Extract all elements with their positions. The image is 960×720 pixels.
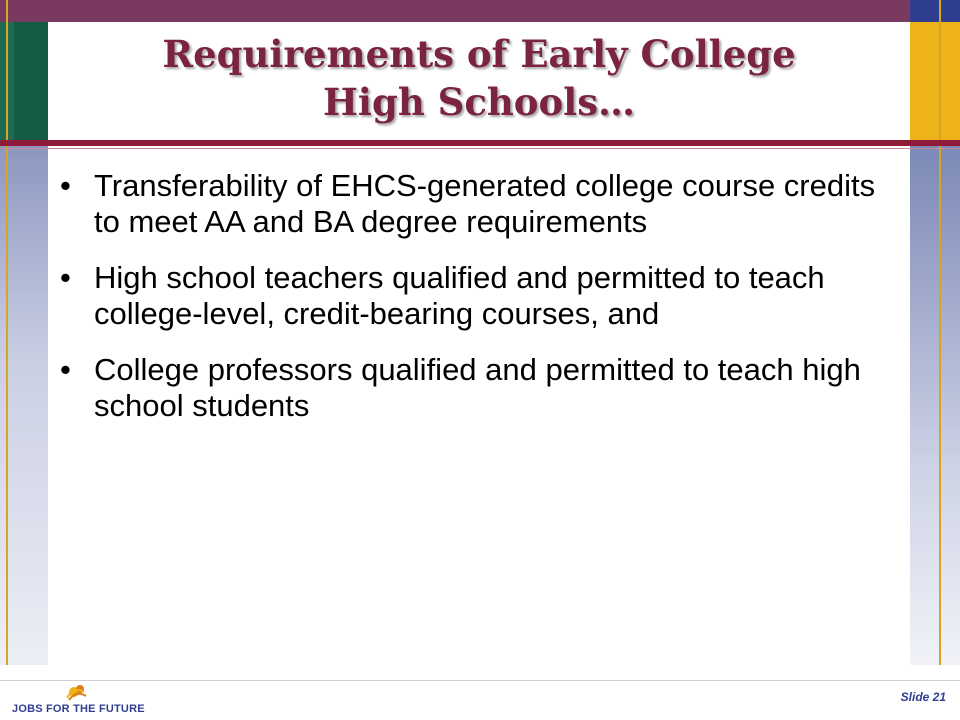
- title-line-2: High Schools…: [322, 80, 636, 124]
- gold-right-line: [939, 0, 941, 680]
- bullet-item: [60, 352, 900, 424]
- bullet-dot: •: [60, 168, 71, 203]
- title-divider: [0, 140, 960, 146]
- slide-number: Slide 21: [900, 690, 946, 704]
- slide-title: [48, 30, 910, 126]
- bullet-item: [60, 260, 900, 332]
- footer-rule: [0, 680, 960, 681]
- title-line-1: Requirements of Early College: [162, 32, 796, 76]
- gold-left-line: [6, 0, 8, 680]
- bullet-dot: •: [60, 260, 71, 295]
- logo-text: JOBS FOR THE FUTURE: [12, 703, 145, 715]
- green-accent-block: [14, 22, 48, 140]
- bullet-text: Transferability of EHCS-generated college course credits to meet AA and BA degree requirements: [94, 168, 876, 239]
- gold-accent-block: [910, 22, 960, 140]
- bullet-text: High school teachers qualified and permitted to teach college-level, credit-bearing courses, and: [94, 260, 825, 331]
- bullet-item: [60, 168, 900, 240]
- bullet-dot: •: [60, 352, 71, 387]
- top-right-corner-block: [910, 0, 960, 22]
- top-color-bar: [0, 0, 910, 22]
- bullet-list: [60, 168, 900, 444]
- bullet-text: College professors qualified and permitted to teach high school students: [94, 352, 861, 423]
